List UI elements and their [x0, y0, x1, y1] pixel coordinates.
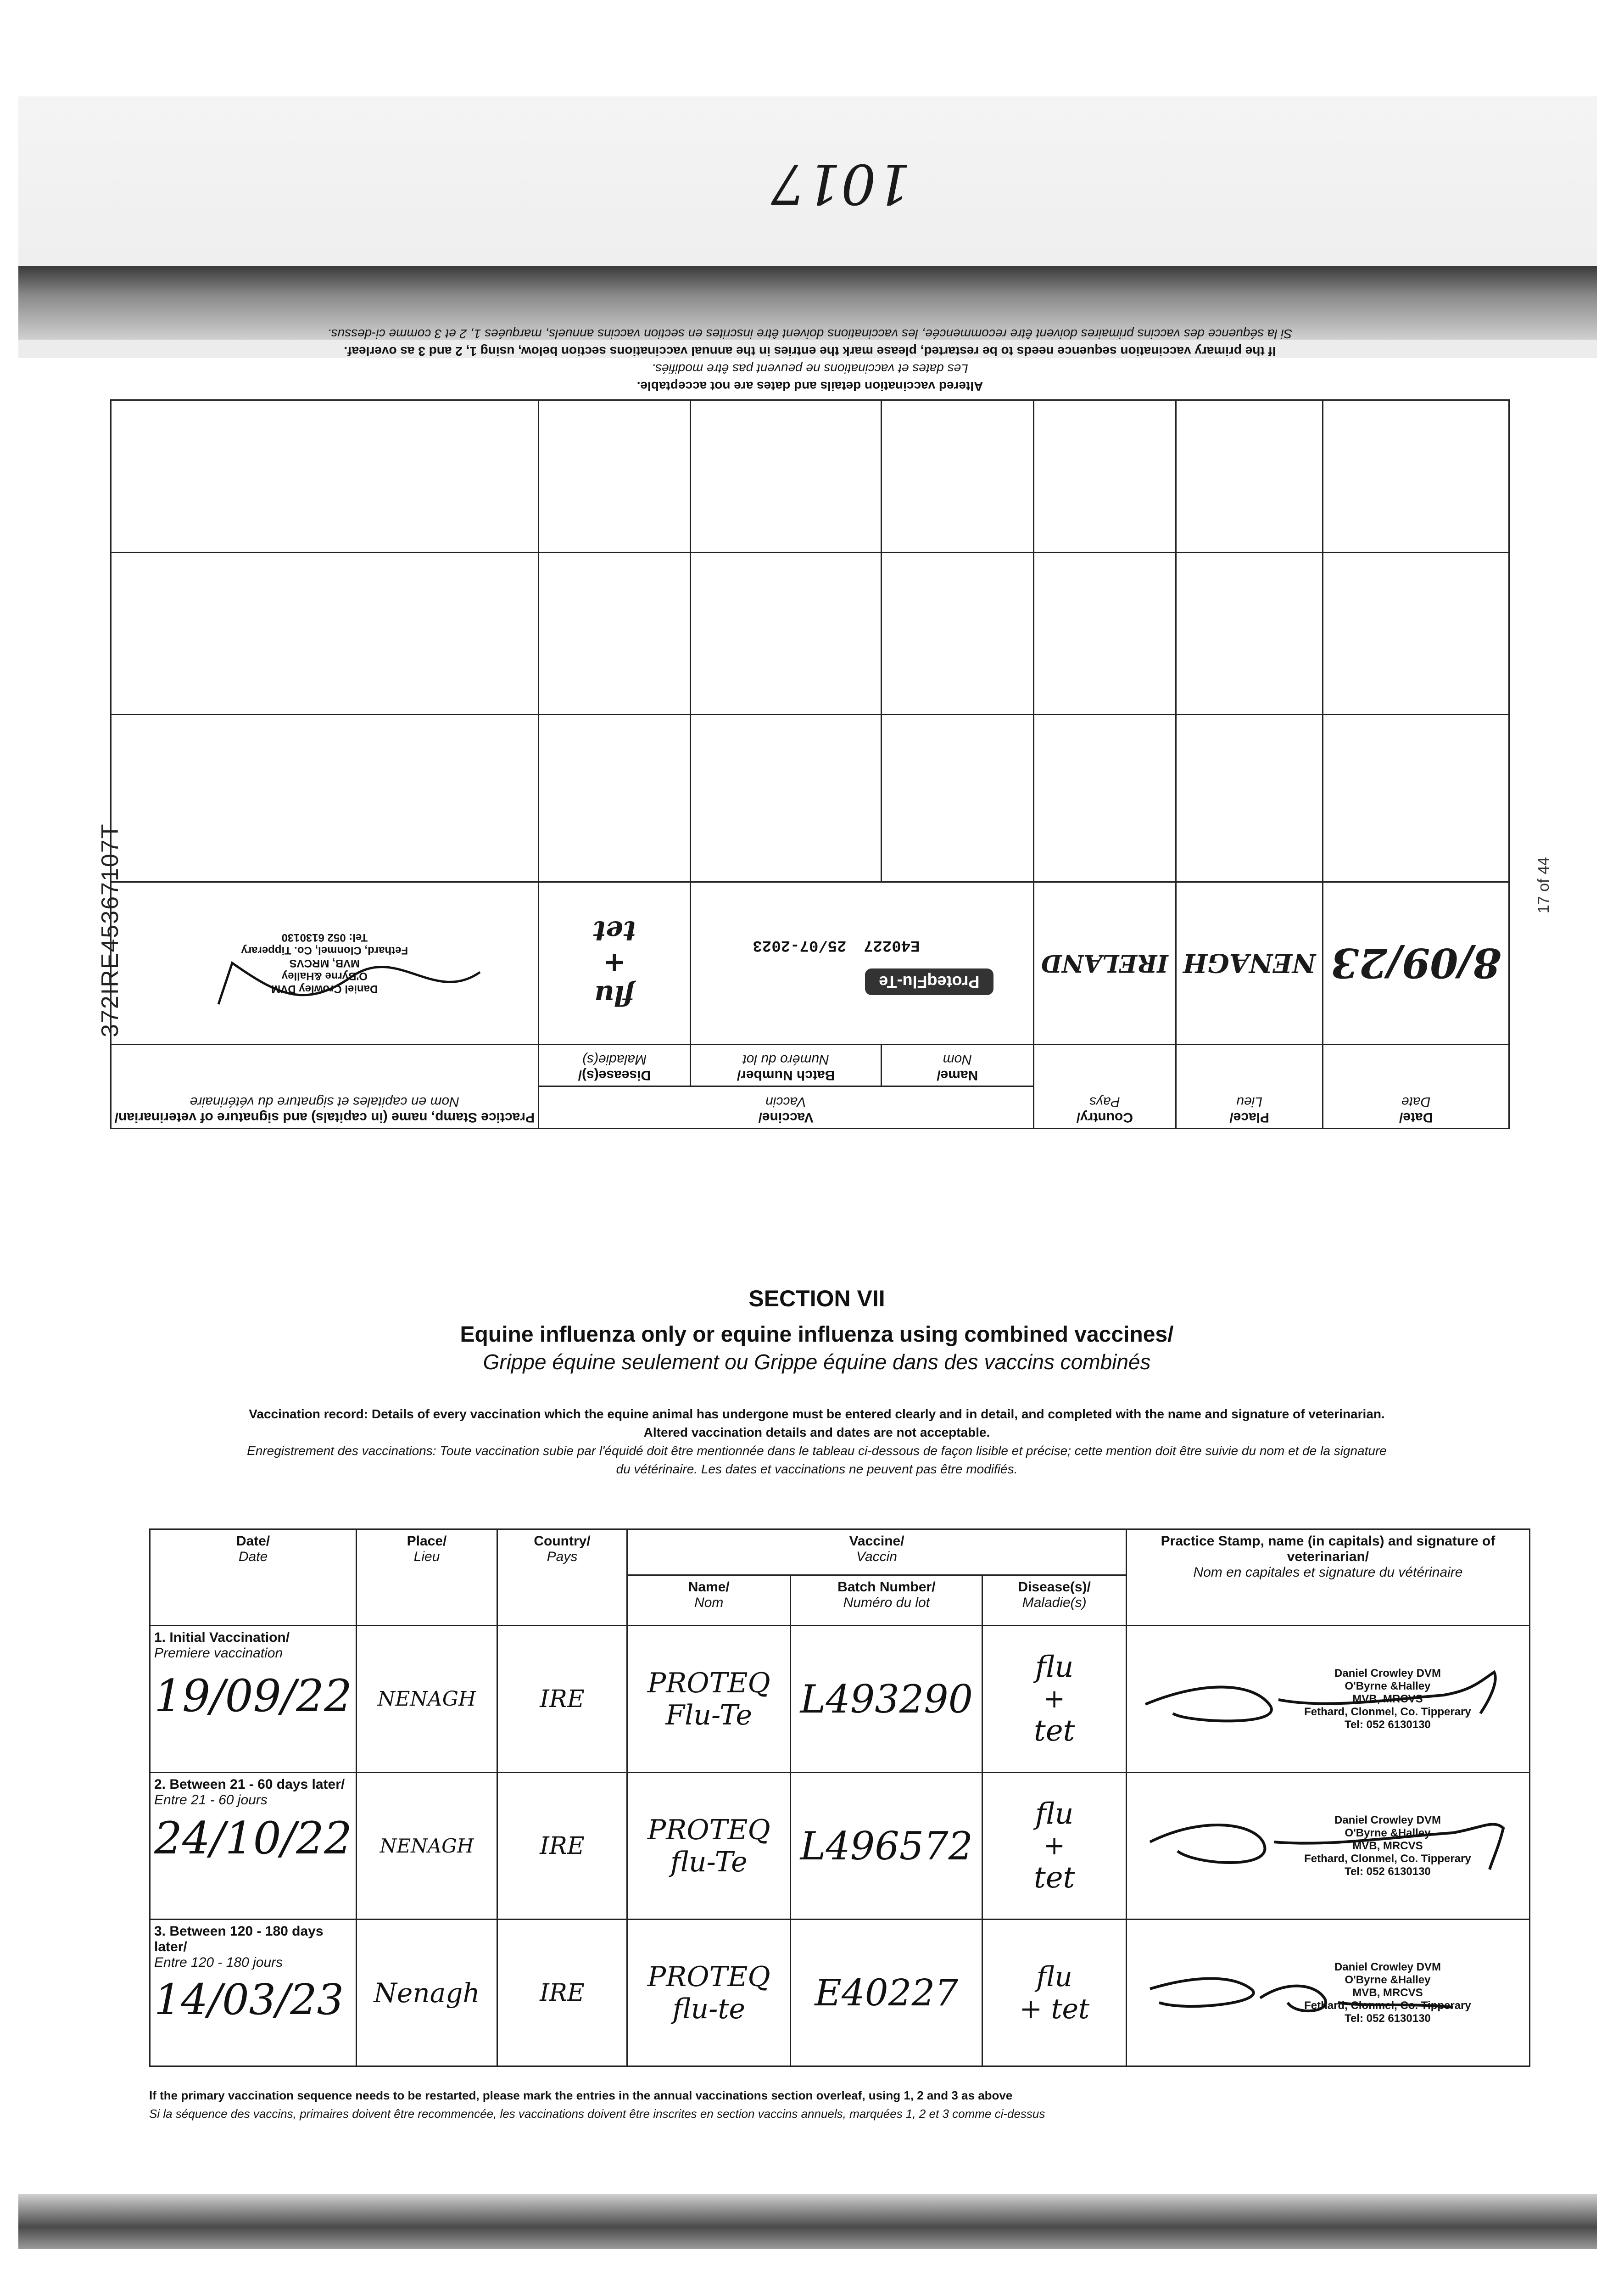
row-3-place: Nenagh: [374, 1977, 480, 2009]
upper-table-row: [111, 882, 1509, 1044]
upper-header-vaccine: Vaccine/ Vaccin: [538, 1086, 1033, 1129]
table-row: 2. Between 21 - 60 days later/ Entre 21 - 60 jours 24/10/22 NENAGH IRE PROTEQ flu-Te L496572 flu + tet Daniel Crowley DVM O'Byrne &Halley MVB, MRCVS Fethard, Clonmel, Co. Tipperary Tel: 052 6130130: [150, 1773, 1530, 1920]
row-3-signature: [1132, 1948, 1526, 2039]
vaccine-sticker-label: ProteqFlu-Te: [865, 968, 993, 995]
upper-header-name: Name/ Nom: [881, 1044, 1033, 1086]
upper-header-stamp: Practice Stamp, name (in capitals) and signature of veterinarian/ Nom en capitales et signature du vétérinaire: [111, 1044, 539, 1128]
row-3-country: IRE: [540, 1979, 585, 2007]
sticker-batch: E40227: [864, 936, 920, 954]
row-2-signature: [1132, 1796, 1526, 1888]
scan-shadow-bottom: [18, 2194, 1597, 2249]
header-name: Name/ Nom: [627, 1575, 791, 1626]
upper-header-batch: Batch Number/ Numéro du lot: [691, 1044, 882, 1086]
upper-header-place: Place/ Lieu: [1176, 1044, 1323, 1128]
row-3-vet-stamp: Daniel Crowley DVM O'Byrne &Halley MVB, MRCVS Fethard, Clonmel, Co. Tipperary Tel: 052 6130130: [1304, 1960, 1471, 2025]
row-2-batch: L496572: [800, 1823, 973, 1869]
row-3-vaccine-name: PROTEQ: [647, 1960, 770, 1993]
header-date: Date/ Date: [150, 1529, 357, 1626]
instructions-fr: Enregistrement des vaccinations: Toute vaccination subie par l'équidé doit être mentionnée dans le tableau ci-dessous de façon lisible et précise; cette mention doit être suivie du nom et de la signature: [247, 1444, 1387, 1458]
row-3-disease: flu: [1036, 1960, 1072, 1993]
upper-page-rotated: [110, 327, 1510, 1129]
upper-table-row: [111, 400, 1509, 553]
upper-vaccination-table: [110, 399, 1510, 1129]
row-1-signature: [1132, 1654, 1526, 1746]
row-2-vaccine-name: PROTEQ: [647, 1814, 770, 1846]
row-1-vaccine-name: PROTEQ: [647, 1667, 770, 1699]
row-2-vet-stamp: Daniel Crowley DVM O'Byrne &Halley MVB, MRCVS Fethard, Clonmel, Co. Tipperary Tel: 052 6130130: [1304, 1814, 1471, 1878]
upper-header-disease: Disease(s)/ Maladie(s): [538, 1044, 691, 1086]
upper-signature: [214, 940, 489, 1013]
handwritten-page-number: 1017: [771, 151, 911, 215]
page-counter-upper: 17 of 44: [1535, 857, 1552, 913]
lower-page: [41, 1285, 1592, 2157]
header-country: Country/ Pays: [497, 1529, 627, 1626]
upper-table-row: [111, 552, 1509, 715]
upper-disease-line1: flu: [594, 979, 635, 1012]
header-place: Place/ Lieu: [357, 1529, 497, 1626]
upper-table-row: [111, 715, 1509, 882]
row-3-batch: E40227: [815, 1971, 959, 2014]
upper-header-country: Country/ Pays: [1033, 1044, 1176, 1128]
document-id-upper: 372IRE45367107T: [97, 823, 123, 1037]
upper-disease-line3: tet: [593, 915, 636, 947]
section-title: Equine influenza only or equine influenza using combined vaccines/: [460, 1322, 1174, 1347]
instructions-en: Vaccination record: Details of every vaccination which the equine animal has undergone must be entered clearly and in detail, and completed with the name and signature of veterinarian.: [249, 1407, 1385, 1421]
instructions-fr-2: du vétérinaire. Les dates et vaccinations ne peuvent pas être modifiés.: [616, 1462, 1018, 1476]
vaccination-table: [149, 1528, 1530, 2067]
row-2-country: IRE: [540, 1832, 585, 1860]
row-1-country: IRE: [540, 1685, 585, 1713]
upper-entry-country: IRELAND: [1041, 949, 1168, 977]
row-1-disease: flu: [1035, 1650, 1074, 1684]
upper-entry-place: NENAGH: [1183, 948, 1316, 979]
footnote-fr: Si la séquence des vaccins, primaires doivent être recommencée, les vaccinations doivent être inscrites en section vaccins annuels, marquées 1, 2 et 3 comme ci-dessus: [149, 2107, 1045, 2121]
row-1-batch: L493290: [800, 1676, 973, 1722]
header-disease: Disease(s)/ Maladie(s): [982, 1575, 1126, 1626]
header-stamp: Practice Stamp, name (in capitals) and signature of veterinarian/ Nom en capitales et signature du vétérinaire: [1126, 1529, 1529, 1626]
upper-notes: Altered vaccination details and dates are not acceptable. Les dates et vaccinations ne peuvent pas être modifiés. If the primary vaccination sequence needs to be restarted, please mark the entries in the annual vaccinations section below, using 1, 2 and 3 as overleaf. Si la séquence des vaccins primaires doivent être recommencée, les vaccinations doivent être inscrites en section vaccins annuels, marquées 1, 2 et 3 comme ci-dessus.: [327, 327, 1293, 393]
row-1-place: NENAGH: [377, 1687, 476, 1711]
upper-entry-date: 8/09/23: [1331, 939, 1501, 987]
section-title-fr: Grippe équine seulement ou Grippe équine dans des vaccins combinés: [483, 1350, 1151, 1374]
header-vaccine: Vaccine/ Vaccin: [627, 1529, 1127, 1575]
footnote-en: If the primary vaccination sequence needs to be restarted, please mark the entries in the annual vaccinations section overleaf, using 1, 2 and 3 as above: [149, 2088, 1013, 2102]
row-2-place: NENAGH: [379, 1835, 474, 1857]
row-2-disease: flu: [1035, 1797, 1074, 1831]
upper-header-date: Date/ Date: [1323, 1044, 1509, 1128]
section-heading: SECTION VII: [748, 1286, 885, 1311]
table-row: 1. Initial Vaccination/ Premiere vaccination 19/09/22 NENAGH IRE PROTEQ Flu-Te L493290 flu + tet Daniel Crowley DVM O'Byrne &Halley MVB, MRCVS Fethard, Clonmel, Co. Tipperary Tel: 052 6130130: [150, 1626, 1530, 1773]
sticker-expiry: 25/07-2023: [753, 936, 847, 954]
header-batch: Batch Number/ Numéro du lot: [791, 1575, 982, 1626]
row-1-vet-stamp: Daniel Crowley DVM O'Byrne &Halley MVB, MRCVS Fethard, Clonmel, Co. Tipperary Tel: 052 6130130: [1304, 1667, 1471, 1731]
instructions-en-2: Altered vaccination details and dates are not acceptable.: [643, 1425, 990, 1439]
row-2-date-cell: 2. Between 21 - 60 days later/ Entre 21 - 60 jours 24/10/22: [150, 1773, 357, 1920]
table-row: 3. Between 120 - 180 days later/ Entre 120 - 180 jours 14/03/23 Nenagh IRE PROTEQ flu-te E40227 flu + tet Daniel Crowley DVM O'Byrne &Halley MVB, MRCVS Fethard, Clonmel, Co. Tipperary Tel: 052 6130130: [150, 1920, 1530, 2066]
upper-disease-line2: +: [603, 947, 626, 980]
upper-vet-stamp: Daniel Crowley DVM O'Byrne &Halley MVB, MRCVS Fethard, Clonmel, Co. Tipperary Tel: 052 6130130: [114, 931, 535, 995]
row-3-date-cell: 3. Between 120 - 180 days later/ Entre 120 - 180 jours 14/03/23: [150, 1920, 357, 2066]
row-1-date-cell: 1. Initial Vaccination/ Premiere vaccination 19/09/22: [150, 1626, 357, 1773]
